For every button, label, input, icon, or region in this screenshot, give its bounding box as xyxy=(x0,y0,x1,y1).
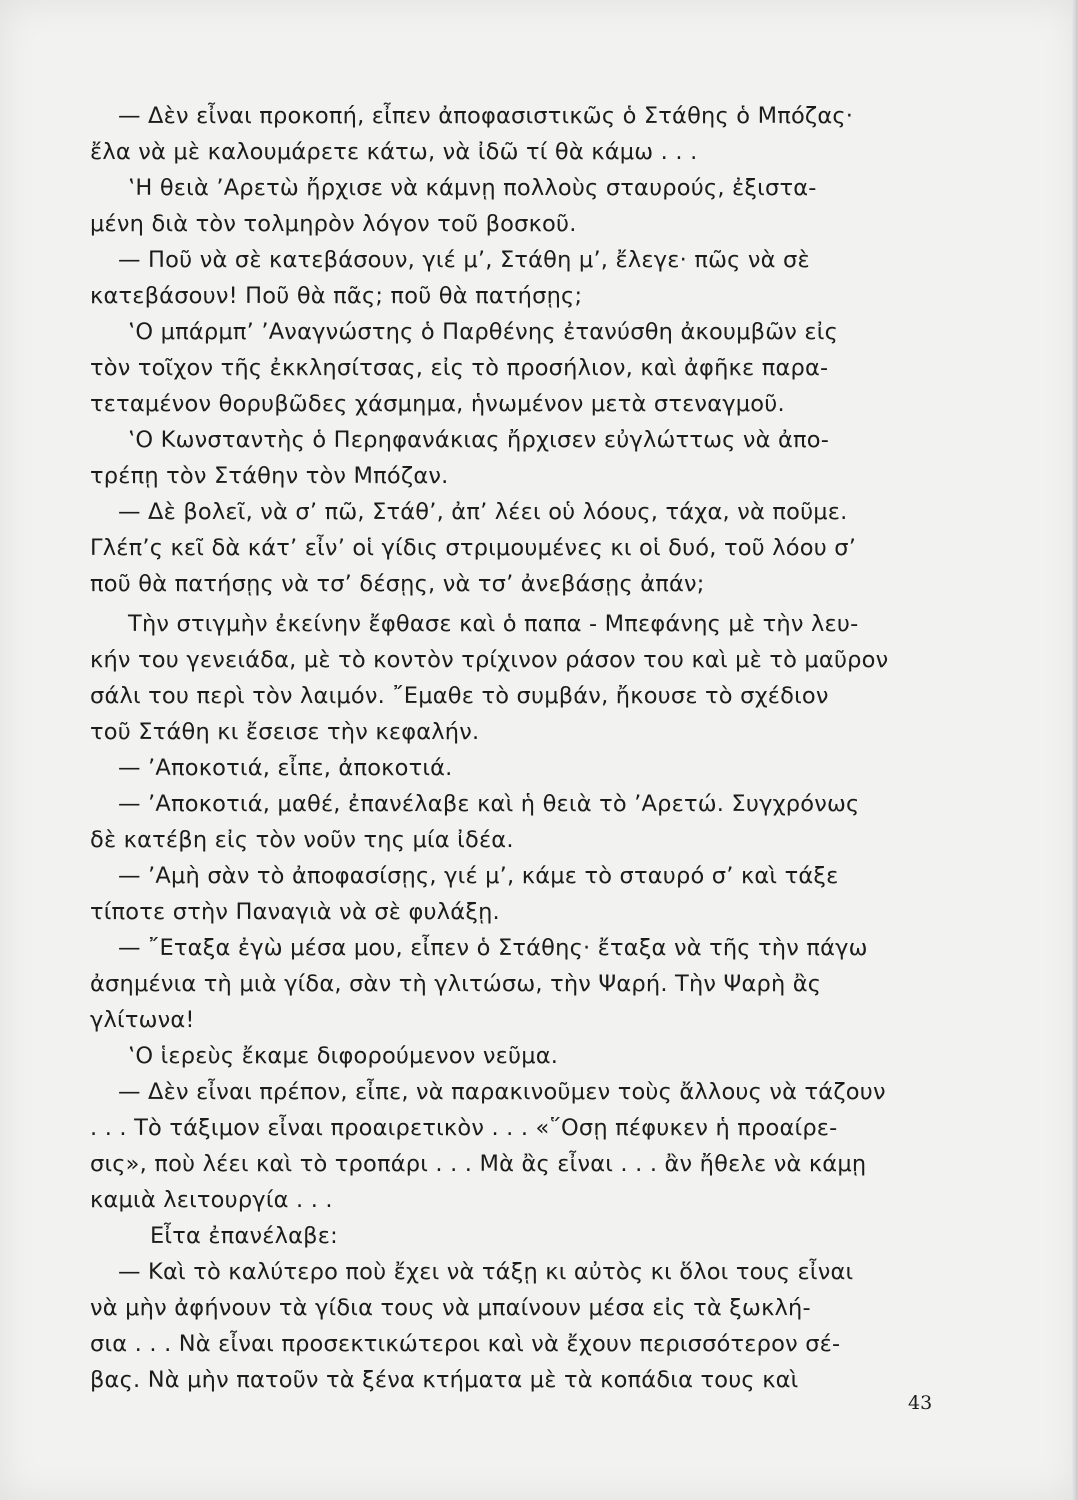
text-line: κατεβάσουν! Ποῦ θὰ πᾶς; ποῦ θὰ πατήσῃς; xyxy=(90,283,583,309)
text-line: — ’Αποκοτιά, εἶπε, ἀποκοτιά. xyxy=(118,755,453,781)
text-line: σια . . . Νὰ εἶναι προσεκτικώτεροι καὶ νὰ ἔχουν περισσότερον σέ- xyxy=(90,1331,841,1357)
page-number: 43 xyxy=(908,1392,933,1414)
text-line: — Καὶ τὸ καλύτερο ποὺ ἔχει νὰ τάξῃ κι αὐτὸς κι ὅλοι τους εἶναι xyxy=(118,1259,854,1285)
text-line: Εἶτα ἐπανέλαβε: xyxy=(150,1223,338,1249)
text-line: ποῦ θὰ πατήσῃς νὰ τσ’ δέσῃς, νὰ τσ’ ἀνεβάσῃς ἀπάν; xyxy=(90,571,705,597)
page-edge-shadow xyxy=(1072,0,1078,1500)
text-line: τίποτε στὴν Παναγιὰ νὰ σὲ φυλάξῃ. xyxy=(90,899,500,925)
text-line: — Δὲν εἶναι προκοπή, εἶπεν ἀποφασιστικῶς ὁ Στάθης ὁ Μπόζας· xyxy=(118,103,854,129)
text-line: Γλέπ’ς κεῖ δὰ κάτ’ εἶν’ οἱ γίδις στριμουμένες κι οἱ δυό, τοῦ λόου σ’ xyxy=(90,535,857,561)
text-line: γλίτωνα! xyxy=(90,1007,195,1033)
text-line: . . . Τὸ τάξιμον εἶναι προαιρετικὸν . . . «῞Οσῃ πέφυκεν ἡ προαίρε- xyxy=(90,1115,838,1141)
text-line: καμιὰ λειτουργία . . . xyxy=(90,1187,333,1213)
text-line: σις», ποὺ λέει καὶ τὸ τροπάρι . . . Μὰ ἂς εἶναι . . . ἂν ἤθελε νὰ κάμῃ xyxy=(90,1151,867,1177)
text-line: βας. Νὰ μὴν πατοῦν τὰ ξένα κτήματα μὲ τὰ κοπάδια τους καὶ xyxy=(90,1367,799,1393)
text-line: Τὴν στιγμὴν ἐκείνην ἔφθασε καὶ ὁ παπα - Μπεφάνης μὲ τὴν λευ- xyxy=(128,611,859,637)
text-line: δὲ κατέβη εἰς τὸν νοῦν της μία ἰδέα. xyxy=(90,827,514,853)
text-line: τοῦ Στάθη κι ἔσεισε τὴν κεφαλήν. xyxy=(90,719,480,745)
text-line: ‛Η θειὰ ’Αρετὼ ἤρχισε νὰ κάμνῃ πολλοὺς σταυρούς, ἐξιστα- xyxy=(128,175,817,201)
text-line: τεταμένον θορυβῶδες χάσμημα, ἡνωμένον μετὰ στεναγμοῦ. xyxy=(90,391,785,417)
text-line: τὸν τοῖχον τῆς ἐκκλησίτσας, εἰς τὸ προσήλιον, καὶ ἀφῆκε παρα- xyxy=(90,355,829,381)
text-line: ‛Ο ἱερεὺς ἔκαμε διφορούμενον νεῦμα. xyxy=(128,1043,559,1069)
text-line: ἔλα νὰ μὲ καλουμάρετε κάτω, νὰ ἰδῶ τί θὰ κάμω . . . xyxy=(90,139,698,165)
text-line: — ’Αμὴ σὰν τὸ ἀποφασίσῃς, γιέ μ’, κάμε τὸ σταυρό σ’ καὶ τάξε xyxy=(118,863,839,889)
text-line: ‛Ο Κωνσταντὴς ὁ Περηφανάκιας ἤρχισεν εὐγλώττως νὰ ἀπο- xyxy=(128,427,830,453)
text-line: ἀσημένια τὴ μιὰ γίδα, σὰν τὴ γλιτώσω, τὴν Ψαρή. Τὴν Ψαρὴ ἂς xyxy=(90,971,822,997)
text-line: — ’Αποκοτιά, μαθέ, ἐπανέλαβε καὶ ἡ θειὰ τὸ ’Αρετώ. Συγχρόνως xyxy=(118,791,860,817)
text-line: — Ποῦ νὰ σὲ κατεβάσουν, γιέ μ’, Στάθη μ’, ἔλεγε· πῶς νὰ σὲ xyxy=(118,247,810,273)
text-line: — Δὲν εἶναι πρέπον, εἶπε, νὰ παρακινοῦμεν τοὺς ἄλλους νὰ τάζουν xyxy=(118,1079,886,1105)
text-line: τρέπῃ τὸν Στάθην τὸν Μπόζαν. xyxy=(90,463,449,489)
text-line: ‛Ο μπάρμπ’ ’Αναγνώστης ὁ Παρθένης ἐτανύσθη ἀκουμβῶν εἰς xyxy=(128,319,838,345)
text-line: — ῎Εταξα ἐγὼ μέσα μου, εἶπεν ὁ Στάθης· ἔταξα νὰ τῆς τὴν πάγω xyxy=(118,935,868,961)
text-line: νὰ μὴν ἀφήνουν τὰ γίδια τους νὰ μπαίνουν μέσα εἰς τὰ ξωκλή- xyxy=(90,1295,811,1321)
text-line: κήν του γενειάδα, μὲ τὸ κοντὸν τρίχινον ράσον του καὶ μὲ τὸ μαῦρον xyxy=(90,647,889,673)
text-line: — Δὲ βολεῖ, νὰ σ’ πῶ, Στάθ’, ἀπ’ λέει οὑ λόους, τάχα, νὰ ποῦμε. xyxy=(118,499,848,525)
text-line: μένη διὰ τὸν τολμηρὸν λόγον τοῦ βοσκοῦ. xyxy=(90,211,577,237)
text-line: σάλι του περὶ τὸν λαιμόν. ῎Εμαθε τὸ συμβάν, ἤκουσε τὸ σχέδιον xyxy=(90,683,829,709)
